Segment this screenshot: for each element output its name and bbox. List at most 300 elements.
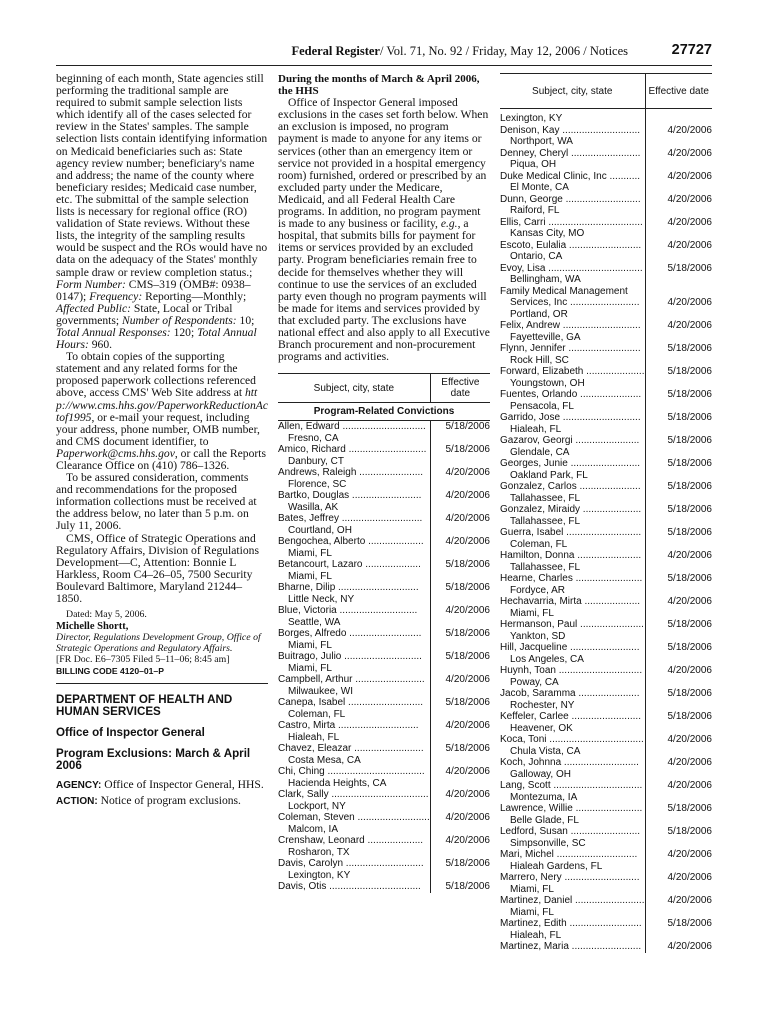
subject-location: Miami, FL [510,906,554,918]
effective-date [645,109,712,125]
subject-location: Yankton, SD [510,630,566,642]
department-heading: DEPARTMENT OF HEALTH AND HUMAN SERVICES [56,692,233,718]
notice-title: Program Exclusions: March & April 2006 [56,746,251,772]
subject-name: Davis, Carolyn ............................ [278,858,424,870]
subject-cell [500,286,645,321]
subject-name: Dunn, George ........................... [500,193,641,205]
subject-name: Georges, Junie ......................... [500,458,641,469]
subject-location: Galloway, OH [510,768,571,780]
subject-cell [500,780,645,803]
table-row [500,826,712,849]
column-header-subject: Subject, city, state [313,382,395,394]
table-row [500,481,712,504]
subject-name: Hill, Jacqueline ......................... [500,642,640,653]
effective-date: 4/20/2006 [645,217,712,240]
subject-location: Florence, SC [288,478,347,490]
exclusions-table-left [278,373,490,893]
subject-cell [500,412,645,435]
subject-cell [500,320,645,343]
paragraph-address: CMS, Office of Strategic Operations and Regulatory Affairs, Division of Regulations Development—C, Attention: Bonnie L Harkless, Room C4–26–05, 7500 Security Boulevard Baltimore, Maryland 21244–1850. [56,531,259,606]
subject-cell [500,803,645,826]
running-head [291,44,628,59]
effective-date: 5/18/2006 [430,858,490,881]
months-heading: During the months of March & April 2006, the HHS [278,73,480,98]
table-row [500,148,712,171]
effective-date: 4/20/2006 [430,766,490,789]
paragraph-exclusions [278,97,490,363]
subject-location: Little Neck, NY [288,593,355,605]
table-row [278,835,490,858]
effective-date: 5/18/2006 [430,628,490,651]
subject-location: Lexington, KY [500,113,563,124]
subject-name: Marrero, Nery ........................... [500,872,640,883]
label: Affected Public: [56,301,132,315]
subject-name: Hearne, Charles ........................ [500,573,643,584]
signer-title: Director, Regulations Development Group, Office of Strategic Operations and Regulatory Affairs. [56,632,261,654]
subject-name: Ellis, Carri .................................. [500,216,643,228]
subject-cell [500,389,645,412]
effective-date: 4/20/2006 [645,171,712,194]
subject-location: Wasilla, AK [288,501,339,513]
effective-date: 4/20/2006 [430,674,490,697]
subject-location: Tallahassee, FL [510,492,581,504]
subject-cell [278,421,430,445]
dated-line: Dated: May 5, 2006. [66,609,147,621]
subject-location: Tallahassee, FL [510,515,581,527]
subject-name: Guerra, Isabel ........................... [500,527,642,538]
subject-name: Amico, Richard ............................ [278,444,427,456]
effective-date: 5/18/2006 [645,711,712,734]
subject-name: Borges, Alfredo .......................... [278,628,422,640]
table-row [278,628,490,651]
subject-location: Montezuma, IA [510,791,578,803]
table-row [500,435,712,458]
subject-name: Hermanson, Paul ....................... [500,619,644,630]
effective-date: 4/20/2006 [645,286,712,321]
effective-date: 4/20/2006 [430,536,490,559]
subject-location: Raiford, FL [510,205,560,216]
subject-location: Portland, OR [510,308,568,320]
table-row [500,849,712,872]
label: ACTION: [56,796,98,808]
effective-date: 5/18/2006 [430,881,490,893]
subject-cell [500,171,645,194]
table-row [500,320,712,343]
effective-date: 5/18/2006 [430,651,490,674]
table-row [278,444,490,467]
paragraph-comments: To be assured consideration, comments and recommendations for the proposed information collections must be received at the address below, no later than 5 p.m. on July 11, 2006. [56,471,257,533]
effective-date: 4/20/2006 [645,734,712,757]
table-body [278,421,490,893]
table-row [500,343,712,366]
subject-location: Hialeah Gardens, FL [510,860,603,872]
text: , or call the Reports Clearance Office on (410) 786–1326. [56,446,266,472]
effective-date: 4/20/2006 [430,513,490,536]
effective-date: 4/20/2006 [430,812,490,835]
subject-location: Hialeah, FL [510,929,562,941]
subject-name: Bharne, Dilip ............................. [278,582,419,594]
subject-name: Hechavarria, Mirta .................... [500,596,641,607]
table-row [500,941,712,953]
effective-date: 4/20/2006 [645,550,712,573]
subject-location: Fresno, CA [288,432,339,444]
subject-name: Koch, Johnna ........................... [500,757,639,768]
table-row [500,918,712,941]
label: Total Annual Hours: [56,325,257,352]
subject-cell [278,789,430,812]
subject-name: Blue, Victoria ............................ [278,605,418,617]
subject-name: Flynn, Jennifer .......................... [500,343,641,354]
text: 10; [236,313,255,327]
subject-name: Chavez, Eleazar ......................... [278,743,424,755]
subject-cell [278,881,430,893]
effective-date: 4/20/2006 [645,148,712,171]
table-row [278,536,490,559]
subject-location: Bellingham, WA [510,274,581,285]
effective-date: 4/20/2006 [645,596,712,619]
effective-date: 4/20/2006 [645,872,712,895]
subject-cell [278,858,430,881]
subject-cell [500,435,645,458]
subject-location: Miami, FL [288,639,332,651]
subject-cell [278,536,430,559]
subject-location: Poway, CA [510,676,559,688]
table-row [500,573,712,596]
table-row [500,780,712,803]
text: 120; [170,325,195,339]
table-row [278,789,490,812]
subject-name: Duke Medical Clinic, Inc ........... [500,170,641,182]
subject-location: Simpsonville, SC [510,837,586,849]
subject-name: Andrews, Raleigh ....................... [278,467,424,479]
fr-doc-line: [FR Doc. E6–7305 Filed 5–11–06; 8:45 am] [56,653,230,665]
table-row [278,674,490,697]
subject-cell [278,697,430,720]
table-row [500,803,712,826]
subject-cell [500,895,645,918]
section-heading: Program-Related Convictions [313,406,455,417]
effective-date: 4/20/2006 [430,605,490,628]
subject-cell [278,812,430,835]
subject-location: Heavener, OK [510,722,573,734]
effective-date: 5/18/2006 [645,826,712,849]
effective-date: 5/18/2006 [430,559,490,582]
effective-date: 5/18/2006 [645,412,712,435]
label: Form Number: [56,277,126,291]
subject-name: Allen, Edward .............................. [278,421,426,433]
table-row [500,872,712,895]
subject-cell [500,458,645,481]
table-row [500,412,712,435]
subject-location: Milwaukee, WI [288,685,354,697]
effective-date: 5/18/2006 [645,366,712,389]
subject-cell [500,527,645,550]
subject-name: Family Medical Management [500,285,628,297]
table-row [278,743,490,766]
table-body [500,109,712,953]
subject-cell [500,918,645,941]
subject-name: Crenshaw, Leonard .................... [278,835,424,847]
subject-name: Fuentes, Orlando ...................... [500,389,642,400]
table-row [500,263,712,286]
subject-location: Coleman, FL [288,708,346,720]
text: beginning of each month, State agencies still performing the traditional sample are required to submit sample selection lists which identify all of the cases selected for review in the States' samples. The sample selection lists contain identifying information on Medicaid beneficiaries such as: State agency review number; beneficiary's name and address; the name of the county where beneficiary resides; Medicaid case number, etc. The submittal of the sample selection lists is necessary for regional office (RO) validation of State reviews. Without these lists, the integrity of the sampling results would be suspect and the ROs would have no data on the adequacy of the States' monthly sample draw or review completion status.; [56,72,268,279]
effective-date: 4/20/2006 [430,467,490,490]
text: e.g. [440,217,458,231]
subject-cell [500,665,645,688]
subject-cell [278,628,430,651]
subject-location: Belle Glade, FL [510,814,579,826]
subject-name: Denney, Cheryl ......................... [500,147,641,159]
subject-location: El Monte, CA [510,182,569,193]
subject-location: Miami, FL [288,570,332,582]
subject-cell [500,711,645,734]
effective-date: 4/20/2006 [645,240,712,263]
subject-name: Bartko, Douglas ......................... [278,490,422,502]
subject-location: Danbury, CT [288,455,344,467]
subject-location: Miami, FL [288,662,332,674]
subject-name: Denison, Kay ............................ [500,124,641,136]
subject-location: Hialeah, FL [510,423,562,435]
subject-location: Miami, FL [510,607,554,619]
effective-date: 4/20/2006 [430,720,490,743]
subject-location: Chula Vista, CA [510,745,581,757]
table-row [500,665,712,688]
table-row [500,240,712,263]
signer-name: Michelle Shortt, [56,620,129,632]
subject-location: Rock Hill, SC [510,354,569,366]
subject-cell [500,757,645,780]
subject-name: Martinez, Maria ......................... [500,941,642,952]
section-rule [56,683,268,684]
subject-location: Los Angeles, CA [510,653,584,665]
subject-location: Hacienda Heights, CA [288,777,387,789]
subject-location: Malcom, IA [288,823,339,835]
effective-date: 5/18/2006 [430,582,490,605]
subject-name: Bates, Jeffrey ............................. [278,513,423,525]
subject-cell [500,504,645,527]
subject-cell [500,343,645,366]
table-row [500,619,712,642]
subject-cell [500,194,645,217]
text: Reporting—Monthly; [142,289,247,303]
effective-date: 5/18/2006 [645,573,712,596]
subject-location: Glendale, CA [510,446,570,458]
effective-date: 4/20/2006 [645,941,712,953]
subject-cell [500,688,645,711]
subject-name: Gonzalez, Carlos ...................... [500,481,641,492]
subject-location: Hialeah, FL [288,731,340,743]
subject-name: Coleman, Steven .......................... [278,812,430,824]
subject-cell [278,559,430,582]
table-row [500,458,712,481]
subject-location: Coleman, FL [510,538,568,550]
text: , a hospital, that submits bills for payment for items or services provided by an excluded party. Program beneficiaries remain free to decide for themselves whether they will continue to use the services of an excluded party even though no program payments will be made for items and services provided by that excluded party. The exclusions have national effect and also apply to all Executive Branch procurement and non-procurement programs and activities. [278,217,490,364]
subject-location: Rosharon, TX [288,846,350,858]
table-row [500,688,712,711]
subject-cell [500,481,645,504]
subject-cell [500,941,645,953]
cms-url-link[interactable]: http://www.cms.hhs.gov/PaperworkReductionActof1995 [56,386,268,424]
table-row [500,895,712,918]
effective-date: 5/18/2006 [645,263,712,286]
table-row [278,697,490,720]
email-link[interactable]: Paperwork@cms.hhs.gov [56,446,175,460]
subject-cell [500,872,645,895]
subject-name: Chi, Ching ................................... [278,766,425,778]
subject-location: Lexington, KY [288,869,351,881]
text: Office of Inspector General imposed exclusions in the cases set forth below. When an exclusion is imposed, no program payment is made to anyone for any items or services (other than an emergency item or service not provided in a hospital emergency room) furnished, ordered or prescribed by an excluded party under the Medicare, Medicaid, and all Federal Health Care programs. In addition, no program payment is made to any business or facility, [278,96,489,231]
subject-location: Seattle, WA [288,616,341,628]
table-row [278,559,490,582]
subject-cell [278,743,430,766]
effective-date: 5/18/2006 [645,619,712,642]
text: State, Local or Tribal governments; [56,301,233,327]
table-row [500,527,712,550]
effective-date: 4/20/2006 [430,490,490,513]
journal-name: Federal Register [291,44,380,58]
subject-name: Felix, Andrew ............................ [500,320,641,331]
label: Number of Respondents: [122,313,237,327]
table-row [500,642,712,665]
column-1 [56,73,268,808]
text: , or e-mail your request, including your address, phone number, OMB number, and CMS document identifier, to [56,410,260,448]
table-row [500,125,712,148]
subject-name: Canepa, Isabel ........................... [278,697,424,709]
subject-cell [500,734,645,757]
column-2 [278,73,490,893]
subject-location: Oakland Park, FL [510,469,588,481]
effective-date: 4/20/2006 [645,849,712,872]
table-row [500,734,712,757]
subject-cell [500,125,645,148]
subject-location: Miami, FL [288,547,332,559]
paragraph-copies [56,351,268,472]
subject-location: Pensacola, FL [510,400,574,412]
subject-cell [278,605,430,628]
header-rule [56,65,712,66]
table-row [278,421,490,445]
table-row [278,812,490,835]
effective-date: 4/20/2006 [430,789,490,812]
subject-cell [500,596,645,619]
subject-cell [278,490,430,513]
subject-name: Buitrago, Julio ............................ [278,651,422,663]
table-row [500,389,712,412]
subject-name: Mari, Michel ............................. [500,849,638,860]
subject-cell [500,826,645,849]
effective-date: 5/18/2006 [645,688,712,711]
subject-name: Davis, Otis ................................. [278,881,421,893]
table-row [500,286,712,321]
subject-name: Escoto, Eulalia .......................... [500,239,642,251]
table-row [278,513,490,536]
subject-location: Lockport, NY [288,800,346,812]
table-row [278,467,490,490]
text: To obtain copies of the supporting statement and any related forms for the proposed paperwork collections referenced above, access CMS' Web Site address at [56,350,256,400]
issue-meta: / Vol. 71, No. 92 / Friday, May 12, 2006 / Notices [379,44,628,58]
effective-date: 4/20/2006 [645,665,712,688]
subject-location: Courtland, OH [288,524,352,536]
text: Office of Inspector General, HHS. [101,777,264,791]
subject-name: Garrido, Jose ............................ [500,412,641,423]
subject-location: Ontario, CA [510,251,563,262]
subject-name: Gazarov, Georgi ....................... [500,435,640,446]
label: Total Annual Responses: [56,325,171,339]
effective-date: 5/18/2006 [645,343,712,366]
agency-line [56,779,268,792]
subject-cell [500,263,645,286]
subject-location: Fayetteville, GA [510,331,581,343]
effective-date: 5/18/2006 [430,444,490,467]
effective-date: 5/18/2006 [645,481,712,504]
subject-cell [278,651,430,674]
column-header-date: Effective date [645,74,712,109]
effective-date: 4/20/2006 [645,780,712,803]
subject-location: Rochester, NY [510,699,575,711]
effective-date: 5/18/2006 [645,458,712,481]
subject-name: Lang, Scott ................................ [500,780,643,791]
subject-cell [500,240,645,263]
subject-cell [500,642,645,665]
effective-date: 4/20/2006 [430,835,490,858]
billing-code: BILLING CODE 4120–01–P [56,666,164,677]
table-row [278,766,490,789]
subject-name: Evoy, Lisa .................................. [500,262,643,274]
effective-date: 5/18/2006 [645,389,712,412]
subject-cell [500,366,645,389]
effective-date: 5/18/2006 [645,642,712,665]
subject-name: Gonzalez, Miraidy ..................... [500,504,642,515]
table-row [500,596,712,619]
subject-location: Kansas City, MO [510,228,585,239]
subject-location: Tallahassee, FL [510,561,581,573]
subject-cell [278,720,430,743]
table-row [500,217,712,240]
table-row [278,881,490,893]
subject-cell [500,550,645,573]
table-row [500,550,712,573]
table-row [278,605,490,628]
effective-date: 5/18/2006 [430,421,490,445]
effective-date: 5/18/2006 [645,435,712,458]
subject-location: Fordyce, AR [510,584,566,596]
table-row [278,858,490,881]
subject-location: Costa Mesa, CA [288,754,361,766]
effective-date: 5/18/2006 [645,918,712,941]
subject-cell [500,849,645,872]
effective-date: 4/20/2006 [645,125,712,148]
effective-date: 5/18/2006 [645,527,712,550]
table-row [500,366,712,389]
subject-name: Huynh, Toan .............................. [500,665,643,676]
table-row [278,720,490,743]
subject-location: Youngstown, OH [510,377,585,389]
subject-cell [278,444,430,467]
subject-name: Forward, Elizabeth ..................... [500,366,645,377]
office-heading: Office of Inspector General [56,725,205,739]
page-number: 27727 [671,42,712,58]
column-header-date: Effective date [430,374,490,403]
text: CMS–319 (OMB#: 0938–0147); [56,277,251,303]
label: AGENCY: [56,779,102,791]
page-header [56,41,712,63]
paragraph-sample-lists [56,73,268,351]
action-line [56,795,268,808]
effective-date: 5/18/2006 [430,743,490,766]
subject-cell [278,674,430,697]
subject-name: Clark, Sally ................................... [278,789,429,801]
